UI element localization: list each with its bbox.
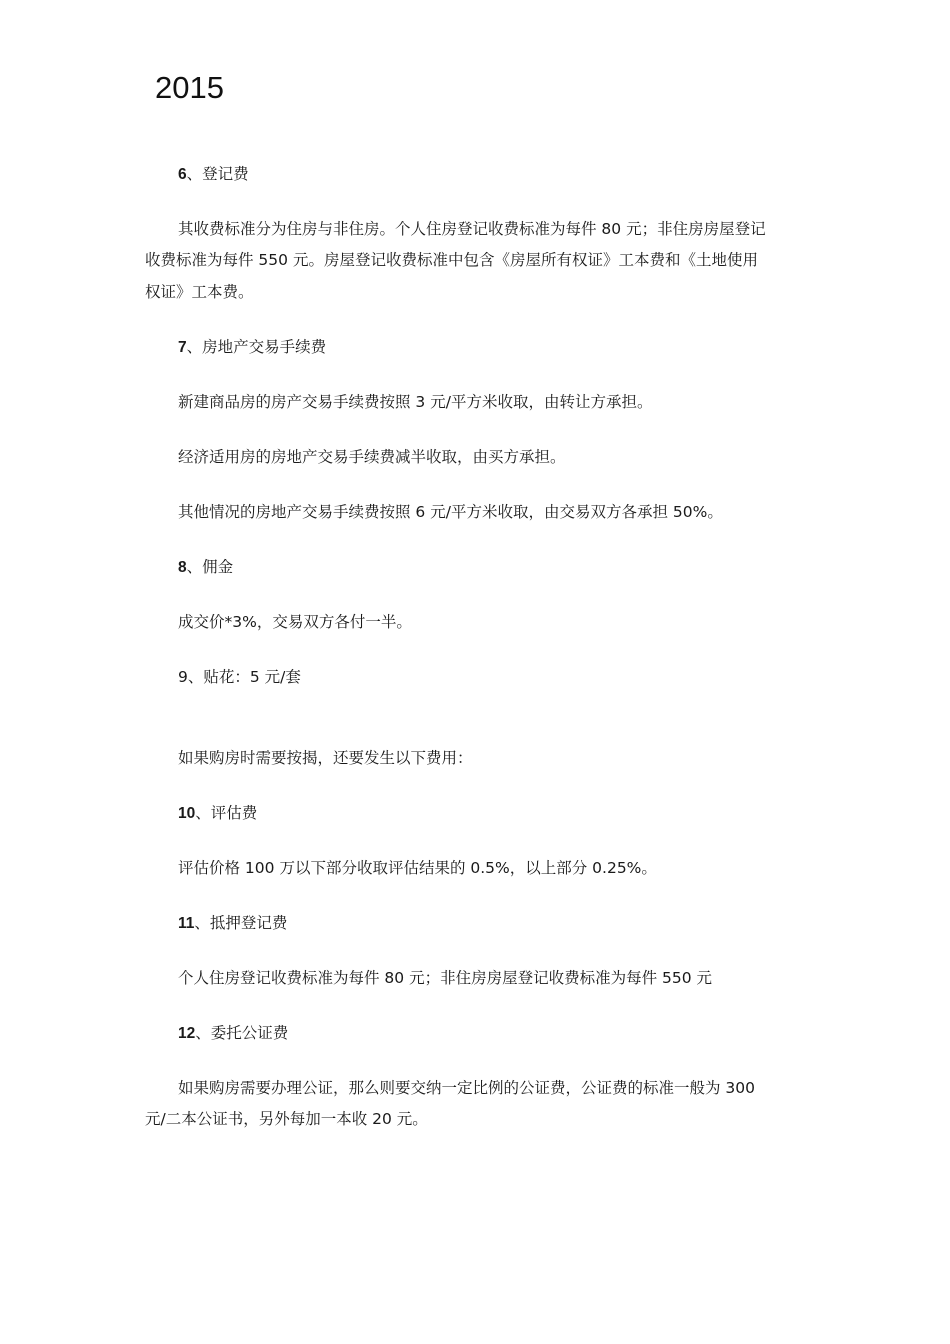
section-title: 、登记费 bbox=[186, 165, 249, 183]
section-title: 、抵押登记费 bbox=[194, 914, 288, 932]
paragraph-line: 评估价格 100 万以下部分收取评估结果的 0.5%，以上部分 0.25%。 bbox=[178, 859, 657, 877]
paragraph-line: 收费标准为每件 550 元。房屋登记收费标准中包含《房屋所有权证》工本费和《土地使用 bbox=[145, 251, 758, 269]
section-number: 6 bbox=[178, 166, 187, 183]
paragraph-line: 其他情况的房地产交易手续费按照 6 元/平方米收取，由交易双方各承担 50%。 bbox=[178, 503, 723, 521]
paragraph-line: 经济适用房的房地产交易手续费减半收取，由买方承担。 bbox=[178, 448, 566, 466]
section-heading-12 bbox=[178, 1023, 288, 1044]
paragraph-line: 新建商品房的房产交易手续费按照 3 元/平方米收取，由转让方承担。 bbox=[178, 393, 653, 411]
section-number: 11 bbox=[178, 915, 195, 932]
section-number: 12 bbox=[178, 1025, 196, 1042]
section-number: 8 bbox=[178, 559, 187, 576]
section-heading-8 bbox=[178, 557, 233, 578]
section-title: 、评估费 bbox=[195, 804, 258, 822]
section-title: 、房地产交易手续费 bbox=[186, 338, 327, 356]
section-number: 7 bbox=[178, 339, 187, 356]
paragraph-line: 个人住房登记收费标准为每件 80 元；非住房房屋登记收费标准为每件 550 元 bbox=[178, 969, 713, 987]
paragraph-line: 如果购房时需要按揭，还要发生以下费用： bbox=[178, 749, 473, 767]
section-heading-10 bbox=[178, 803, 257, 824]
paragraph-line: 其收费标准分为住房与非住房。个人住房登记收费标准为每件 80 元；非住房房屋登记 bbox=[178, 220, 766, 238]
section-number: 10 bbox=[178, 805, 196, 822]
paragraph-line: 权证》工本费。 bbox=[145, 283, 254, 301]
section-heading-11 bbox=[178, 913, 287, 934]
paragraph-line: 元/二本公证书，另外每加一本收 20 元。 bbox=[145, 1110, 428, 1128]
section-heading-6 bbox=[178, 164, 249, 185]
section-title: 、佣金 bbox=[186, 558, 234, 576]
document-year: 2015 bbox=[155, 70, 224, 105]
paragraph-line: 如果购房需要办理公证，那么则要交纳一定比例的公证费，公证费的标准一般为 300 bbox=[178, 1079, 756, 1097]
section-heading-7 bbox=[178, 337, 326, 358]
section-heading-9: 9、贴花：5 元/套 bbox=[178, 668, 301, 686]
paragraph-line: 成交价*3%，交易双方各付一半。 bbox=[178, 613, 412, 631]
section-title: 、委托公证费 bbox=[195, 1024, 289, 1042]
